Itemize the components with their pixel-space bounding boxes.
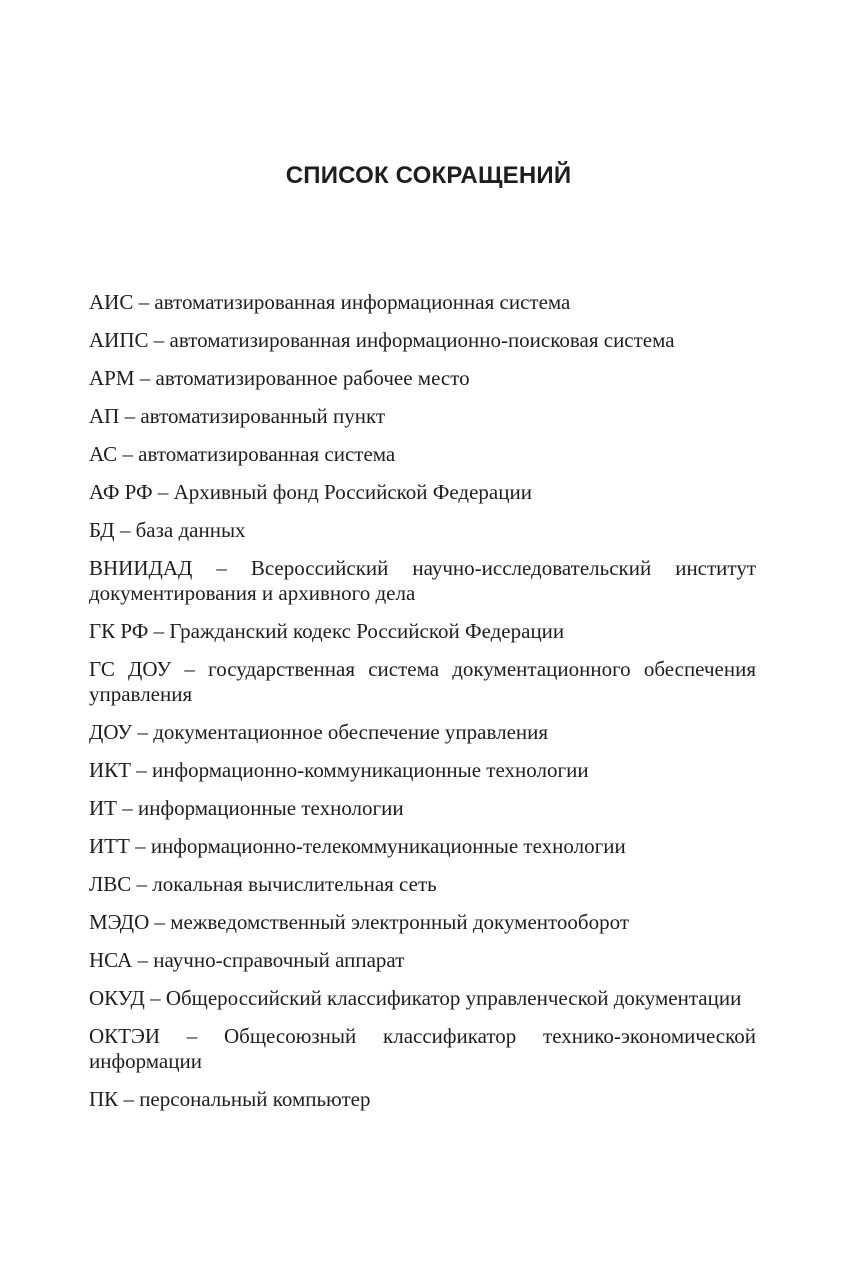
abbreviation-entry <box>89 910 756 935</box>
abbreviations-list <box>89 290 756 1125</box>
separator-dash: – <box>148 619 170 643</box>
abbreviation-entry <box>89 556 756 606</box>
definition: Общероссийский классификатор управленческой документации <box>165 986 742 1010</box>
separator-dash: – <box>131 872 153 896</box>
abbreviation: БД <box>89 518 115 542</box>
definition: персональный компьютер <box>139 1087 371 1111</box>
abbreviation-entry <box>89 758 756 783</box>
definition: локальная вычислительная сеть <box>152 872 437 896</box>
definition: автоматизированное рабочее место <box>155 366 470 390</box>
separator-dash: – <box>148 328 170 352</box>
abbreviation: АС <box>89 442 118 466</box>
abbreviation-entry <box>89 1087 756 1112</box>
abbreviation: АРМ <box>89 366 135 390</box>
abbreviation-entry <box>89 404 756 429</box>
abbreviation-entry <box>89 657 756 707</box>
definition: Гражданский кодекс Российской Федерации <box>169 619 565 643</box>
abbreviation: ДОУ <box>89 720 133 744</box>
separator-dash: – <box>131 758 152 782</box>
separator-dash: – <box>134 366 156 390</box>
abbreviation: ОКТЭИ <box>89 1024 161 1048</box>
definition: Архивный фонд Российской Федерации <box>173 480 532 504</box>
definition: научно-справочный аппарат <box>153 948 405 972</box>
abbreviation: АП <box>89 404 120 428</box>
abbreviation-entry <box>89 834 756 859</box>
abbreviation: ПК <box>89 1087 119 1111</box>
separator-dash: – <box>118 1087 140 1111</box>
abbreviation-entry <box>89 872 756 897</box>
abbreviation-entry <box>89 619 756 644</box>
definition: автоматизированный пункт <box>140 404 386 428</box>
abbreviation: ЛВС <box>89 872 132 896</box>
separator-dash: – <box>129 834 151 858</box>
abbreviation: МЭДО <box>89 910 150 934</box>
abbreviation: ВНИИДАД <box>89 556 193 580</box>
abbreviation-entry <box>89 1024 756 1074</box>
abbreviation: ИТТ <box>89 834 130 858</box>
abbreviation: ИКТ <box>89 758 131 782</box>
definition: Всероссийский научно-исследовательский институт документирования и архивного дела <box>89 556 757 605</box>
abbreviation-entry <box>89 290 756 315</box>
abbreviation: ИТ <box>89 796 117 820</box>
separator-dash: – <box>144 986 166 1010</box>
separator-dash: – <box>132 948 154 972</box>
separator-dash: – <box>152 480 174 504</box>
abbreviation-entry <box>89 366 756 391</box>
definition: информационно-коммуникационные технологии <box>152 758 589 782</box>
definition: автоматизированная система <box>138 442 396 466</box>
abbreviation-entry <box>89 328 756 353</box>
abbreviation: ГС ДОУ <box>89 657 172 681</box>
definition: база данных <box>135 518 246 542</box>
abbreviation-entry <box>89 986 756 1011</box>
definition: автоматизированная информационная система <box>154 290 571 314</box>
definition: документационное обеспечение управления <box>153 720 549 744</box>
separator-dash: – <box>160 1024 225 1048</box>
abbreviation: НСА <box>89 948 133 972</box>
definition: информационные технологии <box>138 796 404 820</box>
abbreviation-entry <box>89 518 756 543</box>
page-title: СПИСОК СОКРАЩЕНИЙ <box>285 162 572 189</box>
abbreviation: АФ РФ <box>89 480 153 504</box>
definition: государственная система документационного обеспечения управления <box>89 657 756 706</box>
abbreviation-entry <box>89 442 756 467</box>
abbreviation: АИС <box>89 290 134 314</box>
abbreviation-entry <box>89 480 756 505</box>
separator-dash: – <box>117 442 139 466</box>
definition: Общесоюзный классификатор технико-экономической информации <box>89 1024 756 1073</box>
abbreviation: ГК РФ <box>89 619 149 643</box>
abbreviation: ОКУД <box>89 986 145 1010</box>
separator-dash: – <box>119 404 141 428</box>
separator-dash: – <box>132 720 154 744</box>
separator-dash: – <box>117 796 138 820</box>
definition: автоматизированная информационно-поисковая система <box>169 328 675 352</box>
abbreviation-entry <box>89 948 756 973</box>
separator-dash: – <box>171 657 209 681</box>
separator-dash: – <box>133 290 155 314</box>
abbreviation-entry <box>89 796 756 821</box>
separator-dash: – <box>192 556 251 580</box>
abbreviation: АИПС <box>89 328 149 352</box>
separator-dash: – <box>149 910 171 934</box>
definition: межведомственный электронный документооборот <box>170 910 629 934</box>
definition: информационно-телекоммуникационные технологии <box>150 834 626 858</box>
separator-dash: – <box>114 518 136 542</box>
abbreviation-entry <box>89 720 756 745</box>
